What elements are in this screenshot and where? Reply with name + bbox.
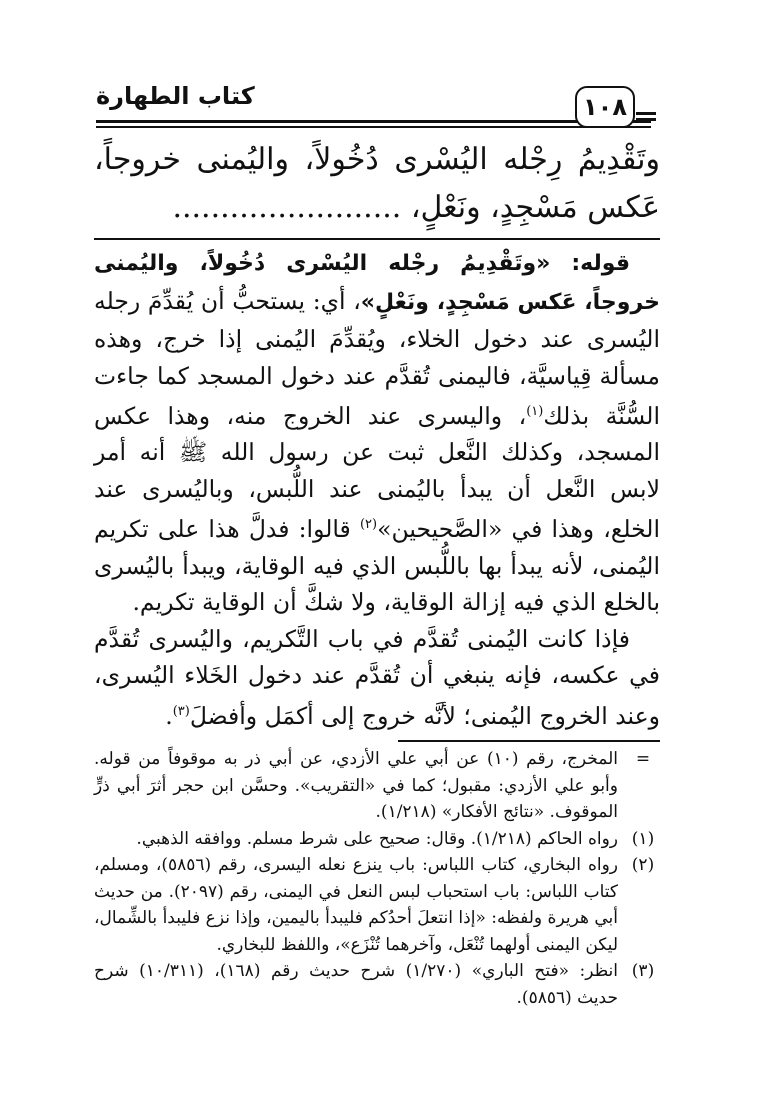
footnote-text: المخرج، رقم (١٠) عن أبي علي الأزدي، عن أبي ذر به موقوفاً من قوله. وأبو علي الأزدي: مقبول؛ كما في «التقريب». وحسَّن ابن حجر أثرَ أبي ذرٍّ الموقوف. «نتائج الأفكار» (١/٢١٨). — [94, 749, 618, 822]
footnote-mark: (١) — [631, 828, 655, 849]
matn-divider — [94, 238, 660, 240]
running-header-title: كتاب الطهارة — [96, 82, 255, 110]
commentary-text-e: . — [165, 701, 173, 730]
footnote-text: انظر: «فتح الباري» (١/٢٧٠) شرح حديث رقم (١٦٨)، (١٠/٣١١) شرح حديث (٥٨٥٦). — [94, 961, 619, 1008]
commentary-paragraph-1 — [94, 244, 660, 621]
matn-text — [94, 136, 660, 232]
header-rule — [96, 120, 651, 130]
footnote — [94, 746, 660, 826]
footnote — [94, 958, 660, 1011]
commentary-text-c: قالوا: فدلَّ هذا على تكريم اليُمنى، لأنه يبدأ بها باللُّبس الذي فيه الوقاية، ويبدأ باليُسرى بالخلع الذي فيه إزالة الوقاية، ولا شكَّ أن الوقاية تكريم. — [94, 515, 660, 617]
commentary-text-d: فإذا كانت اليُمنى تُقدَّم في باب التَّكريم، واليُسرى تُقدَّم في عكسه، فإنه ينبغي أن تُقدَّم عند دخول الخَلاء اليُسرى، وعند الخروج اليُمنى؛ لأنَّه خروج إلى أكمَل وأفضلَ — [94, 624, 660, 730]
commentary-text-b: ، واليسرى عند الخروج منه، وهذا عكس المسجد، وكذلك النَّعل ثبت عن رسول الله ﷺ أنه أمر لابس النَّعل أن يبدأ باليُمنى عند اللُّبس، وباليُسرى عند الخلع، وهذا في «الصَّحيحين» — [94, 401, 660, 544]
footnote-text: رواه البخاري، كتاب اللباس: باب ينزع نعله اليسرى، رقم (٥٨٥٦)، ومسلم، كتاب اللباس: باب استحباب لبس النعل في اليمنى، رقم (٢٠٩٧). من حديث أبي هريرة ولفظه: «إذا انتعلَ أحدُكم فليبدأ باليمين، وإذا نزع فليبدأ بالشِّمال، ليكن اليمنى أولهما تُنْعَل، وآخرهما تُنْزَع»، واللفظ للبخاري. — [94, 855, 618, 955]
commentary-paragraph-2 — [94, 621, 660, 734]
footnote — [94, 852, 660, 958]
footnote-divider — [398, 740, 660, 742]
commentary — [94, 244, 660, 734]
commentary-lead: قوله: «وتَقْدِيمُ رجْله اليُسْرى دُخُولاً، واليُمنى خروجاً، عَكس مَسْجِدٍ، ونَعْلٍ» — [94, 251, 660, 315]
commentary-text-a: ، أي: يستحبُّ أن يُقدِّمَ رجله اليُسرى عند دخول الخلاء، ويُقدِّمَ اليُمنى إذا خرج، وهذه مسألة قِياسيَّة، فاليمنى تُقدَّم عند دخول المسجد كما جاءت السُّنَّة بذلك — [94, 286, 661, 430]
footnote-mark: (٣) — [631, 961, 655, 981]
footnote-mark: (٢) — [631, 855, 655, 875]
page-number: ١٠٨ — [575, 86, 635, 128]
matn-sentence: وتَقْدِيمُ رِجْله اليُسْرى دُخُولاً، واليُمنى خروجاً، عَكس مَسْجِدٍ، ونَعْلٍ، — [94, 142, 660, 225]
header-rule-right — [636, 112, 656, 122]
footnote-ref-3: (٣) — [172, 703, 190, 719]
matn-dots: ........................ — [172, 190, 402, 225]
footnotes — [94, 746, 660, 1011]
footnote-ref-1: (١) — [526, 404, 544, 419]
footnote-mark: = — [635, 749, 651, 769]
footnote-ref-2: (٢) — [359, 517, 378, 533]
footnote — [94, 826, 660, 853]
footnote-text: رواه الحاكم (١/٢١٨). وقال: صحيح على شرط مسلم. ووافقه الذهبي. — [136, 828, 618, 849]
